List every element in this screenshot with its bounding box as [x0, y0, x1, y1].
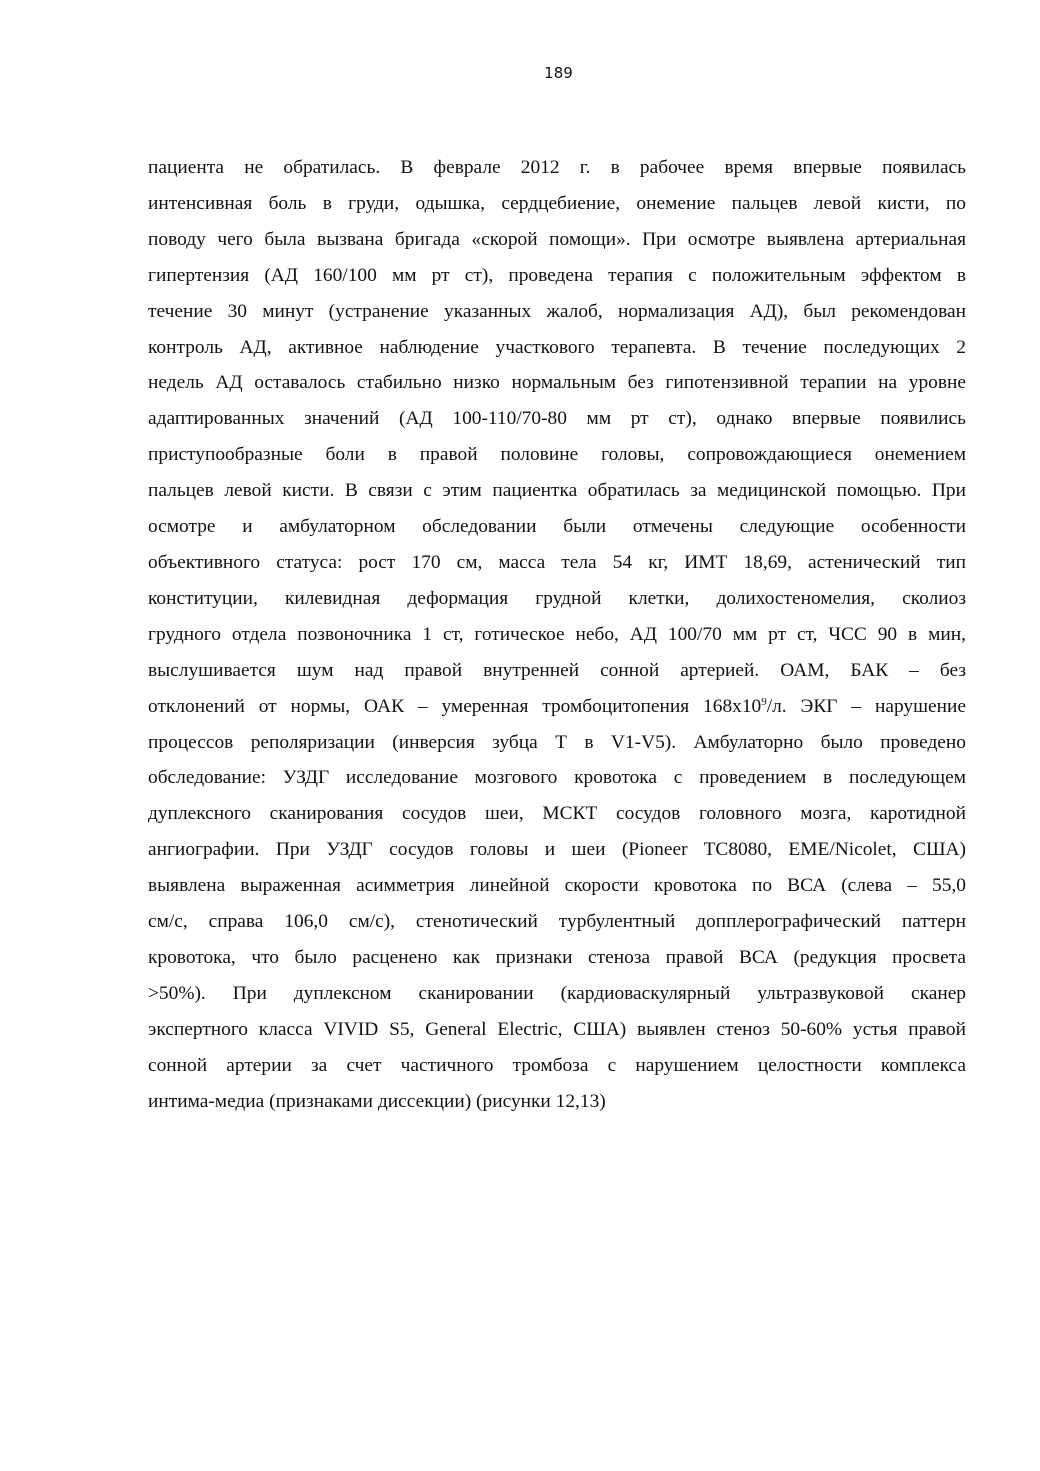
text-line: ангиографии. При УЗДГ сосудов головы и шеи (Pioneer TC8080, EME/Nicolet, США)	[148, 839, 966, 861]
superscript-exponent: 9	[761, 695, 767, 708]
text-line: недель АД оставалось стабильно низко нормальным без гипотензивной терапии на уровне	[148, 372, 966, 394]
text-line: адаптированных значений (АД 100-110/70-80 мм рт ст), однако впервые появились	[148, 408, 966, 430]
page-number: 189	[544, 64, 573, 82]
text-line: процессов реполяризации (инверсия зубца Т в V1-V5). Амбулаторно было проведено	[148, 731, 966, 753]
text-line: конституции, килевидная деформация грудной клетки, долихостеномелия, сколиоз	[148, 587, 966, 609]
text-fragment: отклонений от нормы, ОАК – умеренная тромбоцитопения 168х10	[148, 695, 762, 717]
text-line: осмотре и амбулаторном обследовании были отмечены следующие особенности	[148, 516, 966, 538]
text-line: интенсивная боль в груди, одышка, сердцебиение, онемение пальцев левой кисти, по	[148, 192, 966, 214]
text-line: контроль АД, активное наблюдение участкового терапевта. В течение последующих 2	[148, 336, 966, 358]
text-line: обследование: УЗДГ исследование мозгового кровотока с проведением в последующем	[148, 767, 966, 789]
text-line: поводу чего была вызвана бригада «скорой помощи». При осмотре выявлена артериальная	[148, 228, 966, 250]
text-line-with-superscript	[148, 689, 966, 725]
text-line: объективного статуса: рост 170 см, масса тела 54 кг, ИМТ 18,69, астенический тип	[148, 551, 966, 573]
text-line: течение 30 минут (устранение указанных жалоб, нормализация АД), был рекомендован	[148, 300, 966, 322]
text-line: выявлена выраженная асимметрия линейной скорости кровотока по ВСА (слева – 55,0	[148, 875, 966, 897]
body-paragraph	[148, 150, 966, 1119]
text-fragment: /л. ЭКГ – нарушение	[766, 695, 966, 717]
text-line: выслушивается шум над правой внутренней сонной артерией. ОАМ, БАК – без	[148, 659, 966, 681]
text-line: грудного отдела позвоночника 1 ст, готическое небо, АД 100/70 мм рт ст, ЧСС 90 в мин,	[148, 623, 966, 645]
text-line: экспертного класса VIVID S5, General Electric, США) выявлен стеноз 50-60% устья правой	[148, 1018, 966, 1040]
text-line: приступообразные боли в правой половине головы, сопровождающиеся онемением	[148, 444, 966, 466]
text-line: см/с, справа 106,0 см/с), стенотический турбулентный допплерографический паттерн	[148, 911, 966, 933]
text-line-last: интима-медиа (признаками диссекции) (рисунки 12,13)	[148, 1090, 606, 1112]
text-line: пальцев левой кисти. В связи с этим пациентка обратилась за медицинской помощью. При	[148, 480, 966, 502]
text-line: пациента не обратилась. В феврале 2012 г. в рабочее время впервые появилась	[148, 157, 966, 178]
text-line: сонной артерии за счет частичного тромбоза с нарушением целостности комплекса	[148, 1054, 966, 1076]
text-line: гипертензия (АД 160/100 мм рт ст), проведена терапия с положительным эффектом в	[148, 264, 966, 286]
text-line: кровотока, что было расценено как признаки стеноза правой ВСА (редукция просвета	[148, 946, 966, 968]
text-line: >50%). При дуплексном сканировании (кардиоваскулярный ультразвуковой сканер	[148, 982, 966, 1004]
text-line: дуплексного сканирования сосудов шеи, МСКТ сосудов головного мозга, каротидной	[148, 803, 966, 825]
